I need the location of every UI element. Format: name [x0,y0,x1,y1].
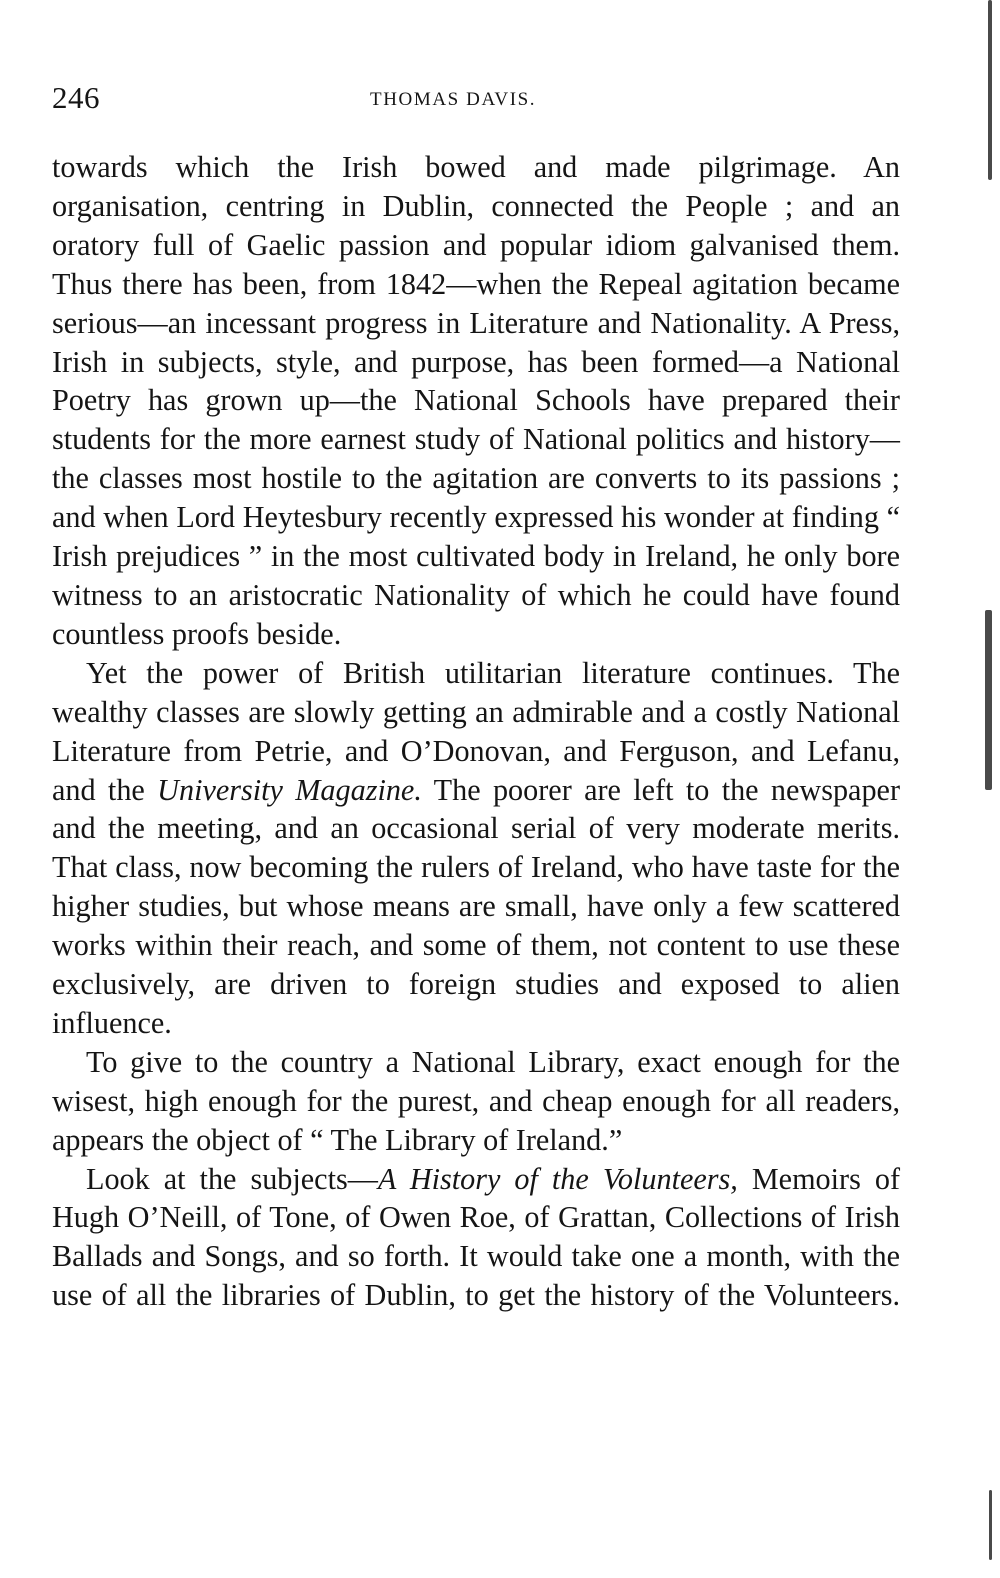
italic-title: University Magazine. [157,772,422,807]
italic-title: A History of the Volunteers, [377,1161,738,1196]
body-text [52,148,900,1315]
paragraph-1 [52,148,900,654]
scan-edge-mark [988,0,992,180]
page-number: 246 [52,80,100,115]
paragraph-3 [52,1043,900,1160]
paragraph-4 [52,1160,900,1316]
scan-edge-mark [989,1490,992,1560]
paragraph-text: Look at the subjects— [86,1161,378,1196]
scan-edge-mark [985,610,992,790]
paragraph-text: Memoirs of Hugh O’Neill, of Tone, of Owen Roe, of Grattan, Collections of Irish Ballads and Songs, and so forth. It would take one a month, with the use of all the libraries of Dublin, to get the history of the Volunteers. [52,1161,901,1313]
paragraph-text: towards which the Irish bowed and made pilgrimage. An organisation, centring in Dublin, connected the People ; and an oratory full of Gaelic passion and popular idiom galvanised them. Thus there has been, from 1842—when the Repeal agitation became serious—an incessant progress in Literature and Nationality. A Press, Irish in subjects, style, and purpose, has been formed—a National Poetry has grown up—the National Schools have prepared their students for the more earnest study of National politics and history—the classes most hostile to the agitation are converts to its passions ; and when Lord Heytesbury recently expressed his wonder at finding “ Irish prejudices ” in the most cultivated body in Ireland, he only bore witness to an aristocratic Nationality of which he could have found countless proofs beside. [52,150,900,651]
paragraph-text: To give to the country a National Library, exact enough for the wisest, high enough for the purest, and cheap enough for all readers, appears the object of “ The Library of Ireland.” [52,1044,900,1157]
paragraph-text: The poorer are left to the newspaper and the meeting, and an occasional serial of very moderate merits. That class, now becoming the rulers of Ireland, who have taste for the higher studies, but whose means are small, have only a few scattered works within their reach, and some of them, not content to use these exclusively, are driven to foreign studies and exposed to alien influence. [52,772,900,1040]
paragraph-2 [52,654,900,1043]
paragraph-text: Yet the power of British utilitarian literature continues. The wealthy classes are slowly getting an admirable and a costly National Literature from Petrie, and O’Donovan, and Ferguson, and Lefanu, and the [52,655,900,807]
page-header [52,78,900,122]
running-title: THOMAS DAVIS. [370,89,537,110]
